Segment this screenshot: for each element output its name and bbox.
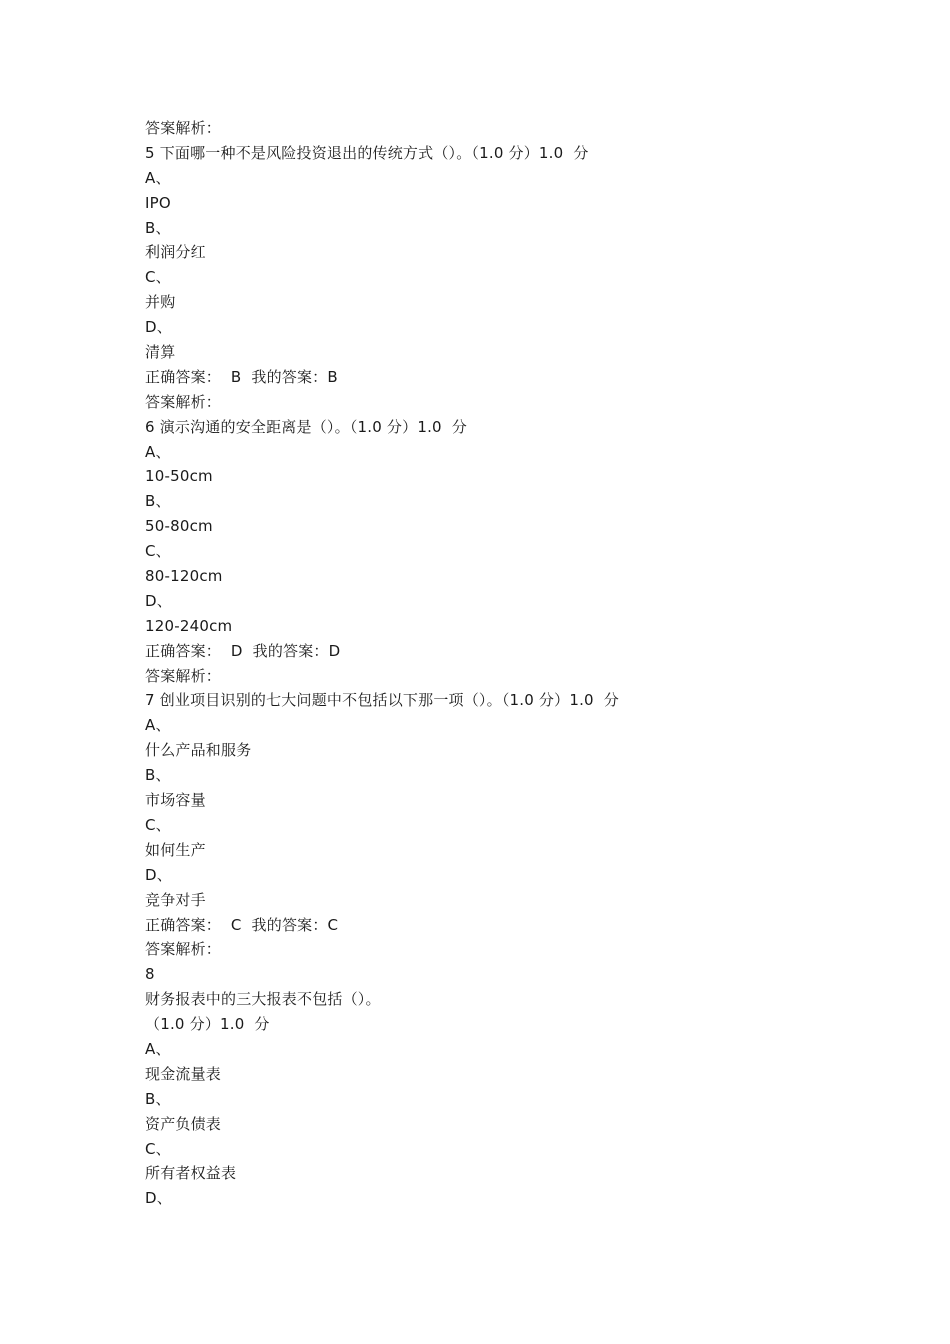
option-letter: B、 <box>145 218 171 237</box>
question-text: 120-240cm <box>145 616 233 635</box>
option-text: 如何生产 <box>145 840 206 859</box>
answer-line: 正确答案： D 我的答案：D <box>145 641 341 660</box>
question-text: 6 演示沟通的安全距离是（）。（1.0 分）1.0 分 <box>145 417 467 436</box>
option-text: 竞争对手 <box>145 890 206 909</box>
option-text: 利润分红 <box>145 243 206 262</box>
answer-line: 正确答案： B 我的答案：B <box>145 367 338 386</box>
option-text: IPO <box>145 193 171 212</box>
option-letter: C、 <box>145 268 171 287</box>
option-letter: A、 <box>145 1039 171 1058</box>
option-letter: B、 <box>145 766 171 785</box>
option-letter: B、 <box>145 492 171 511</box>
option-text: 什么产品和服务 <box>145 741 252 760</box>
option-letter: A、 <box>145 716 171 735</box>
question-text: 80-120cm <box>145 567 223 586</box>
option-text: 市场容量 <box>145 791 206 810</box>
option-letter: C、 <box>145 1139 171 1158</box>
option-letter: A、 <box>145 442 171 461</box>
analysis-label: 答案解析： <box>145 392 222 411</box>
question-text: 50-80cm <box>145 517 213 536</box>
option-text: 财务报表中的三大报表不包括（）。 <box>145 990 381 1009</box>
question-text: 5 下面哪一种不是风险投资退出的传统方式（）。（1.0 分）1.0 分 <box>145 143 589 162</box>
option-letter: D、 <box>145 591 172 610</box>
option-letter: D、 <box>145 318 172 337</box>
option-letter: C、 <box>145 815 171 834</box>
question-score: （1.0 分）1.0 分 <box>145 1015 270 1034</box>
option-text: 资产负债表 <box>145 1114 222 1133</box>
analysis-label: 答案解析： <box>145 119 222 137</box>
option-letter: A、 <box>145 168 171 187</box>
option-text: 现金流量表 <box>145 1064 222 1083</box>
option-letter: D、 <box>145 865 172 884</box>
option-text: 所有者权益表 <box>145 1164 237 1183</box>
analysis-label: 答案解析： <box>145 940 222 959</box>
answer-line: 正确答案： C 我的答案：C <box>145 915 339 934</box>
document-body <box>145 116 845 1211</box>
option-letter: C、 <box>145 542 171 561</box>
question-text: 7 创业项目识别的七大问题中不包括以下那一项（）。（1.0 分）1.0 分 <box>145 691 619 710</box>
question-number: 8 <box>145 965 155 984</box>
question-text: 10-50cm <box>145 467 213 486</box>
option-letter: B、 <box>145 1089 171 1108</box>
option-letter: D、 <box>145 1189 172 1208</box>
option-text: 清算 <box>145 343 176 362</box>
option-text: 并购 <box>145 293 176 312</box>
analysis-label: 答案解析： <box>145 666 222 685</box>
